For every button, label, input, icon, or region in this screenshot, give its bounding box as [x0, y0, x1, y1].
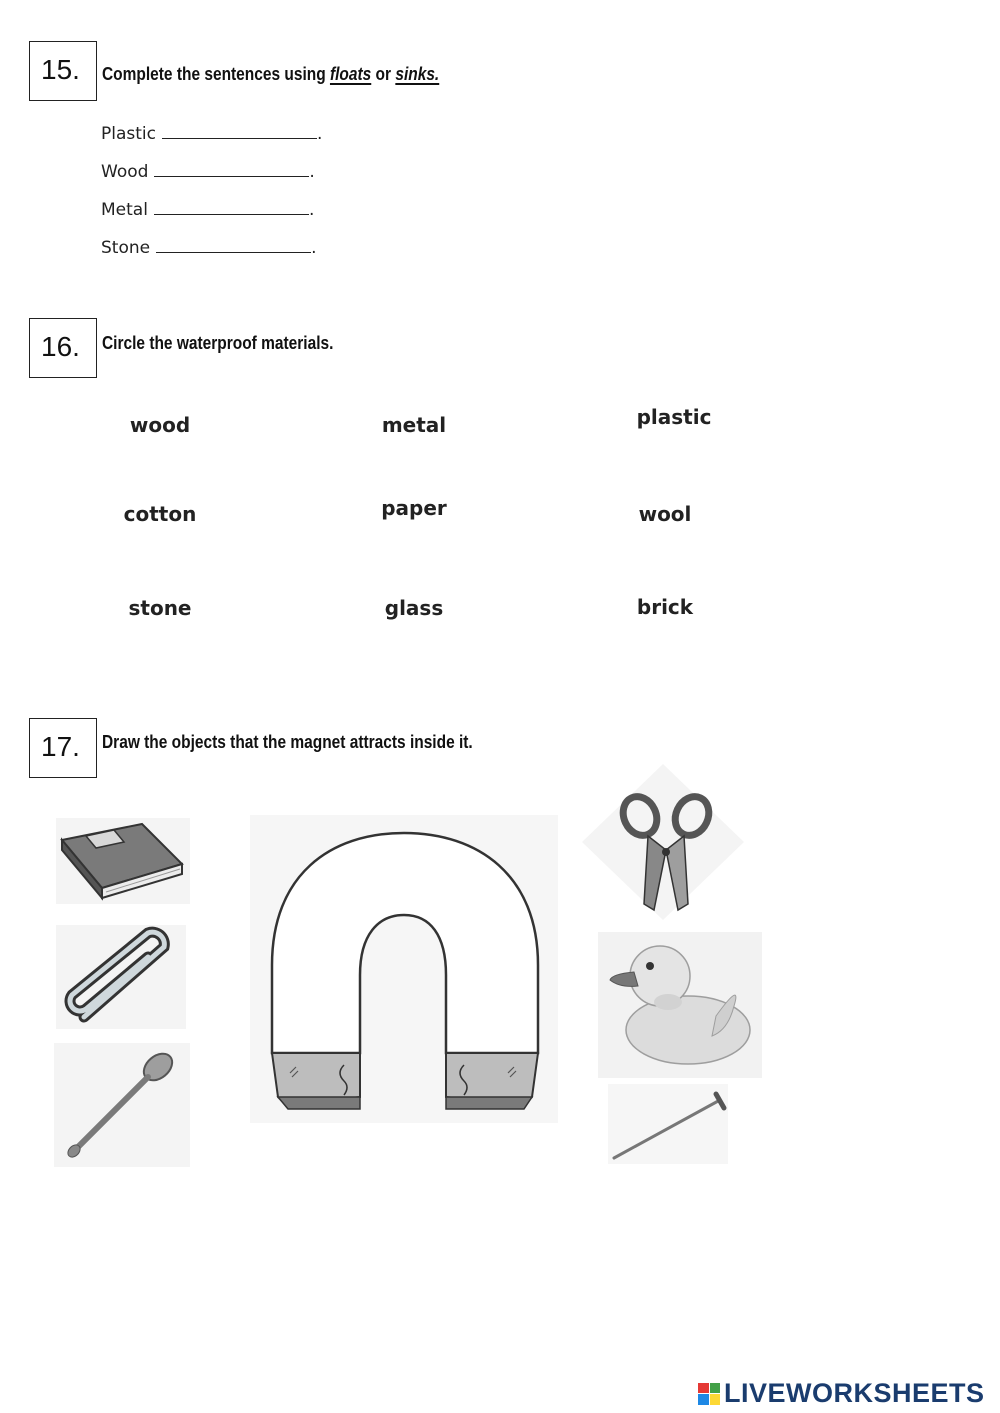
- material-wood[interactable]: wood: [129, 413, 191, 437]
- sentence-plastic: [101, 124, 322, 144]
- sentence-subject: Plastic: [101, 124, 156, 144]
- sentence-subject: Metal: [101, 200, 148, 220]
- answer-blank-wood[interactable]: [154, 162, 309, 177]
- material-wool[interactable]: wool: [638, 502, 692, 526]
- rubber-duck-image[interactable]: [598, 932, 762, 1078]
- spoon-image[interactable]: [54, 1043, 190, 1167]
- instruction-or: or: [371, 64, 396, 84]
- sentence-metal: [101, 200, 314, 220]
- answer-blank-metal[interactable]: [154, 200, 309, 215]
- answer-blank-plastic[interactable]: [162, 124, 317, 139]
- logo-badge-icon: [698, 1383, 720, 1405]
- material-paper[interactable]: paper: [381, 496, 447, 520]
- logo-square: [698, 1394, 709, 1405]
- question-17-instruction: Draw the objects that the magnet attracts inside it.: [102, 732, 473, 752]
- answer-blank-stone[interactable]: [156, 238, 311, 253]
- sentence-subject: Wood: [101, 162, 149, 182]
- sentence-stone: [101, 238, 317, 258]
- material-metal[interactable]: metal: [381, 413, 447, 437]
- material-brick[interactable]: brick: [636, 595, 694, 619]
- material-stone[interactable]: stone: [128, 596, 192, 620]
- magnet-pole-left: [272, 1053, 360, 1109]
- word-floats: floats: [329, 64, 372, 84]
- sentence-wood: [101, 162, 315, 182]
- paper-clip-image[interactable]: [56, 925, 186, 1029]
- sentence-period: .: [309, 162, 315, 182]
- scissors-image[interactable]: [582, 764, 744, 920]
- question-number-17: 17.: [29, 718, 97, 778]
- magnet-image: [250, 815, 558, 1123]
- material-cotton[interactable]: cotton: [123, 502, 197, 526]
- sentence-subject: Stone: [101, 238, 151, 258]
- word-sinks: sinks.: [395, 64, 440, 84]
- question-number-15: 15.: [29, 41, 97, 101]
- sentence-period: .: [316, 124, 323, 144]
- logo-square: [710, 1394, 721, 1405]
- logo-square: [698, 1383, 709, 1394]
- question-number-16: 16.: [29, 318, 97, 378]
- instruction-text: Complete the sentences using: [102, 64, 330, 84]
- sentence-period: .: [308, 200, 315, 220]
- logo-square: [710, 1383, 721, 1394]
- material-plastic[interactable]: plastic: [636, 405, 712, 429]
- liveworksheets-logo: [698, 1378, 985, 1409]
- sentence-period: .: [311, 238, 317, 258]
- magnet-pole-right: [446, 1053, 538, 1109]
- nail-image[interactable]: [608, 1084, 728, 1164]
- question-15-instruction: [102, 64, 439, 85]
- question-16-instruction: Circle the waterproof materials.: [102, 333, 334, 353]
- material-glass[interactable]: glass: [384, 596, 444, 620]
- book-image[interactable]: [56, 818, 190, 904]
- logo-text: LIVEWORKSHEETS: [724, 1378, 985, 1408]
